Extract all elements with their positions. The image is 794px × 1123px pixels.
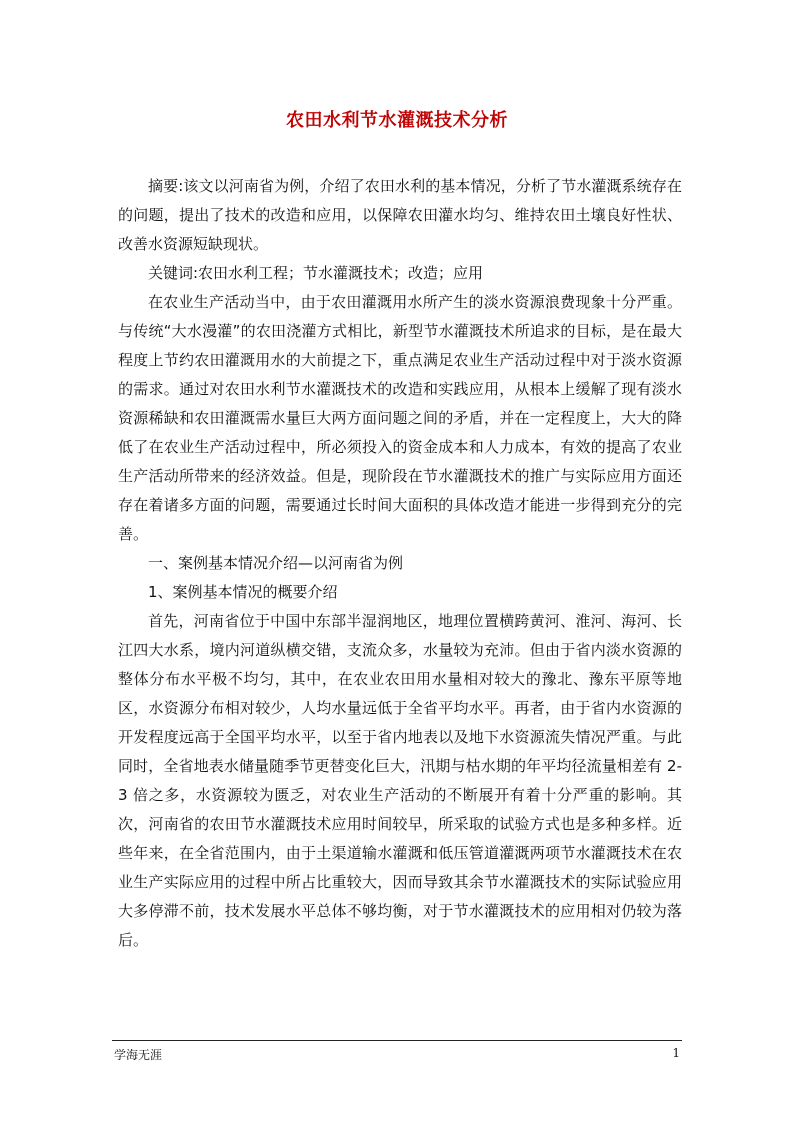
document-body — [118, 172, 682, 955]
footer-divider — [112, 1040, 682, 1041]
intro-paragraph: 在农业生产活动当中，由于农田灌溉用水所产生的淡水资源浪费现象十分严重。与传统“大水漫灌”的农田浇灌方式相比，新型节水灌溉技术所追求的目标，是在最大程度上节约农田灌溉用水的大前提之下，重点满足农业生产活动过程中对于淡水资源的需求。通过对农田水利节水灌溉技术的改造和实践应用，从根本上缓解了现有淡水资源稀缺和农田灌溉需水量巨大两方面问题之间的矛盾，并在一定程度上，大大的降低了在农业生产活动过程中，所必须投入的资金成本和人力成本，有效的提高了农业生产活动所带来的经济效益。但是，现阶段在节水灌溉技术的推广与实际应用方面还存在着诸多方面的问题，需要通过长时间大面积的具体改造才能进一步得到充分的完善。 — [118, 293, 682, 543]
body-paragraph: 首先，河南省位于中国中东部半湿润地区，地理位置横跨黄河、淮河、海河、长江四大水系，境内河道纵横交错，支流众多，水量较为充沛。但由于省内淡水资源的整体分布水平极不均匀，其中，在农业农田用水量相对较大的豫北、豫东平原等地区，水资源分布相对较少，人均水量远低于全省平均水平。再者，由于省内水资源的开发程度远高于全国平均水平，以至于省内地表以及地下水资源流失情况严重。与此同时，全省地表水储量随季节更替变化巨大，汛期与枯水期的年平均径流量相差有 2-3 倍之多，水资源较为匮乏，对农业生产活动的不断展开有着十分严重的影响。其次，河南省的农田节水灌溉技术应用时间较早，所采取的试验方式也是多种多样。近些年来，在全省范围内，由于土渠道输水灌溉和低压管道灌溉两项节水灌溉技术在农业生产实际应用的过程中所占比重较大，因而导致其余节水灌溉技术的实际试验应用大多停滞不前，技术发展水平总体不够均衡，对于节水灌溉技术的应用相对仍较为落后。 — [118, 612, 682, 949]
document-title: 农田水利节水灌溉技术分析 — [286, 110, 508, 131]
subsection-heading: 1、案例基本情况的概要介绍 — [148, 583, 338, 601]
footer-text: 学海无涯 — [114, 1048, 163, 1062]
keywords-paragraph: 关键词:农田水利工程；节水灌溉技术；改造；应用 — [148, 264, 484, 282]
page-number: 1 — [672, 1046, 680, 1060]
abstract-paragraph: 摘要:该文以河南省为例，介绍了农田水利的基本情况，分析了节水灌溉系统存在的问题，提出了技术的改造和应用，以保障农田灌水均匀、维持农田土壤良好性状、改善水资源短缺现状。 — [118, 177, 682, 253]
section-heading: 一、案例基本情况介绍—以河南省为例 — [148, 554, 404, 572]
